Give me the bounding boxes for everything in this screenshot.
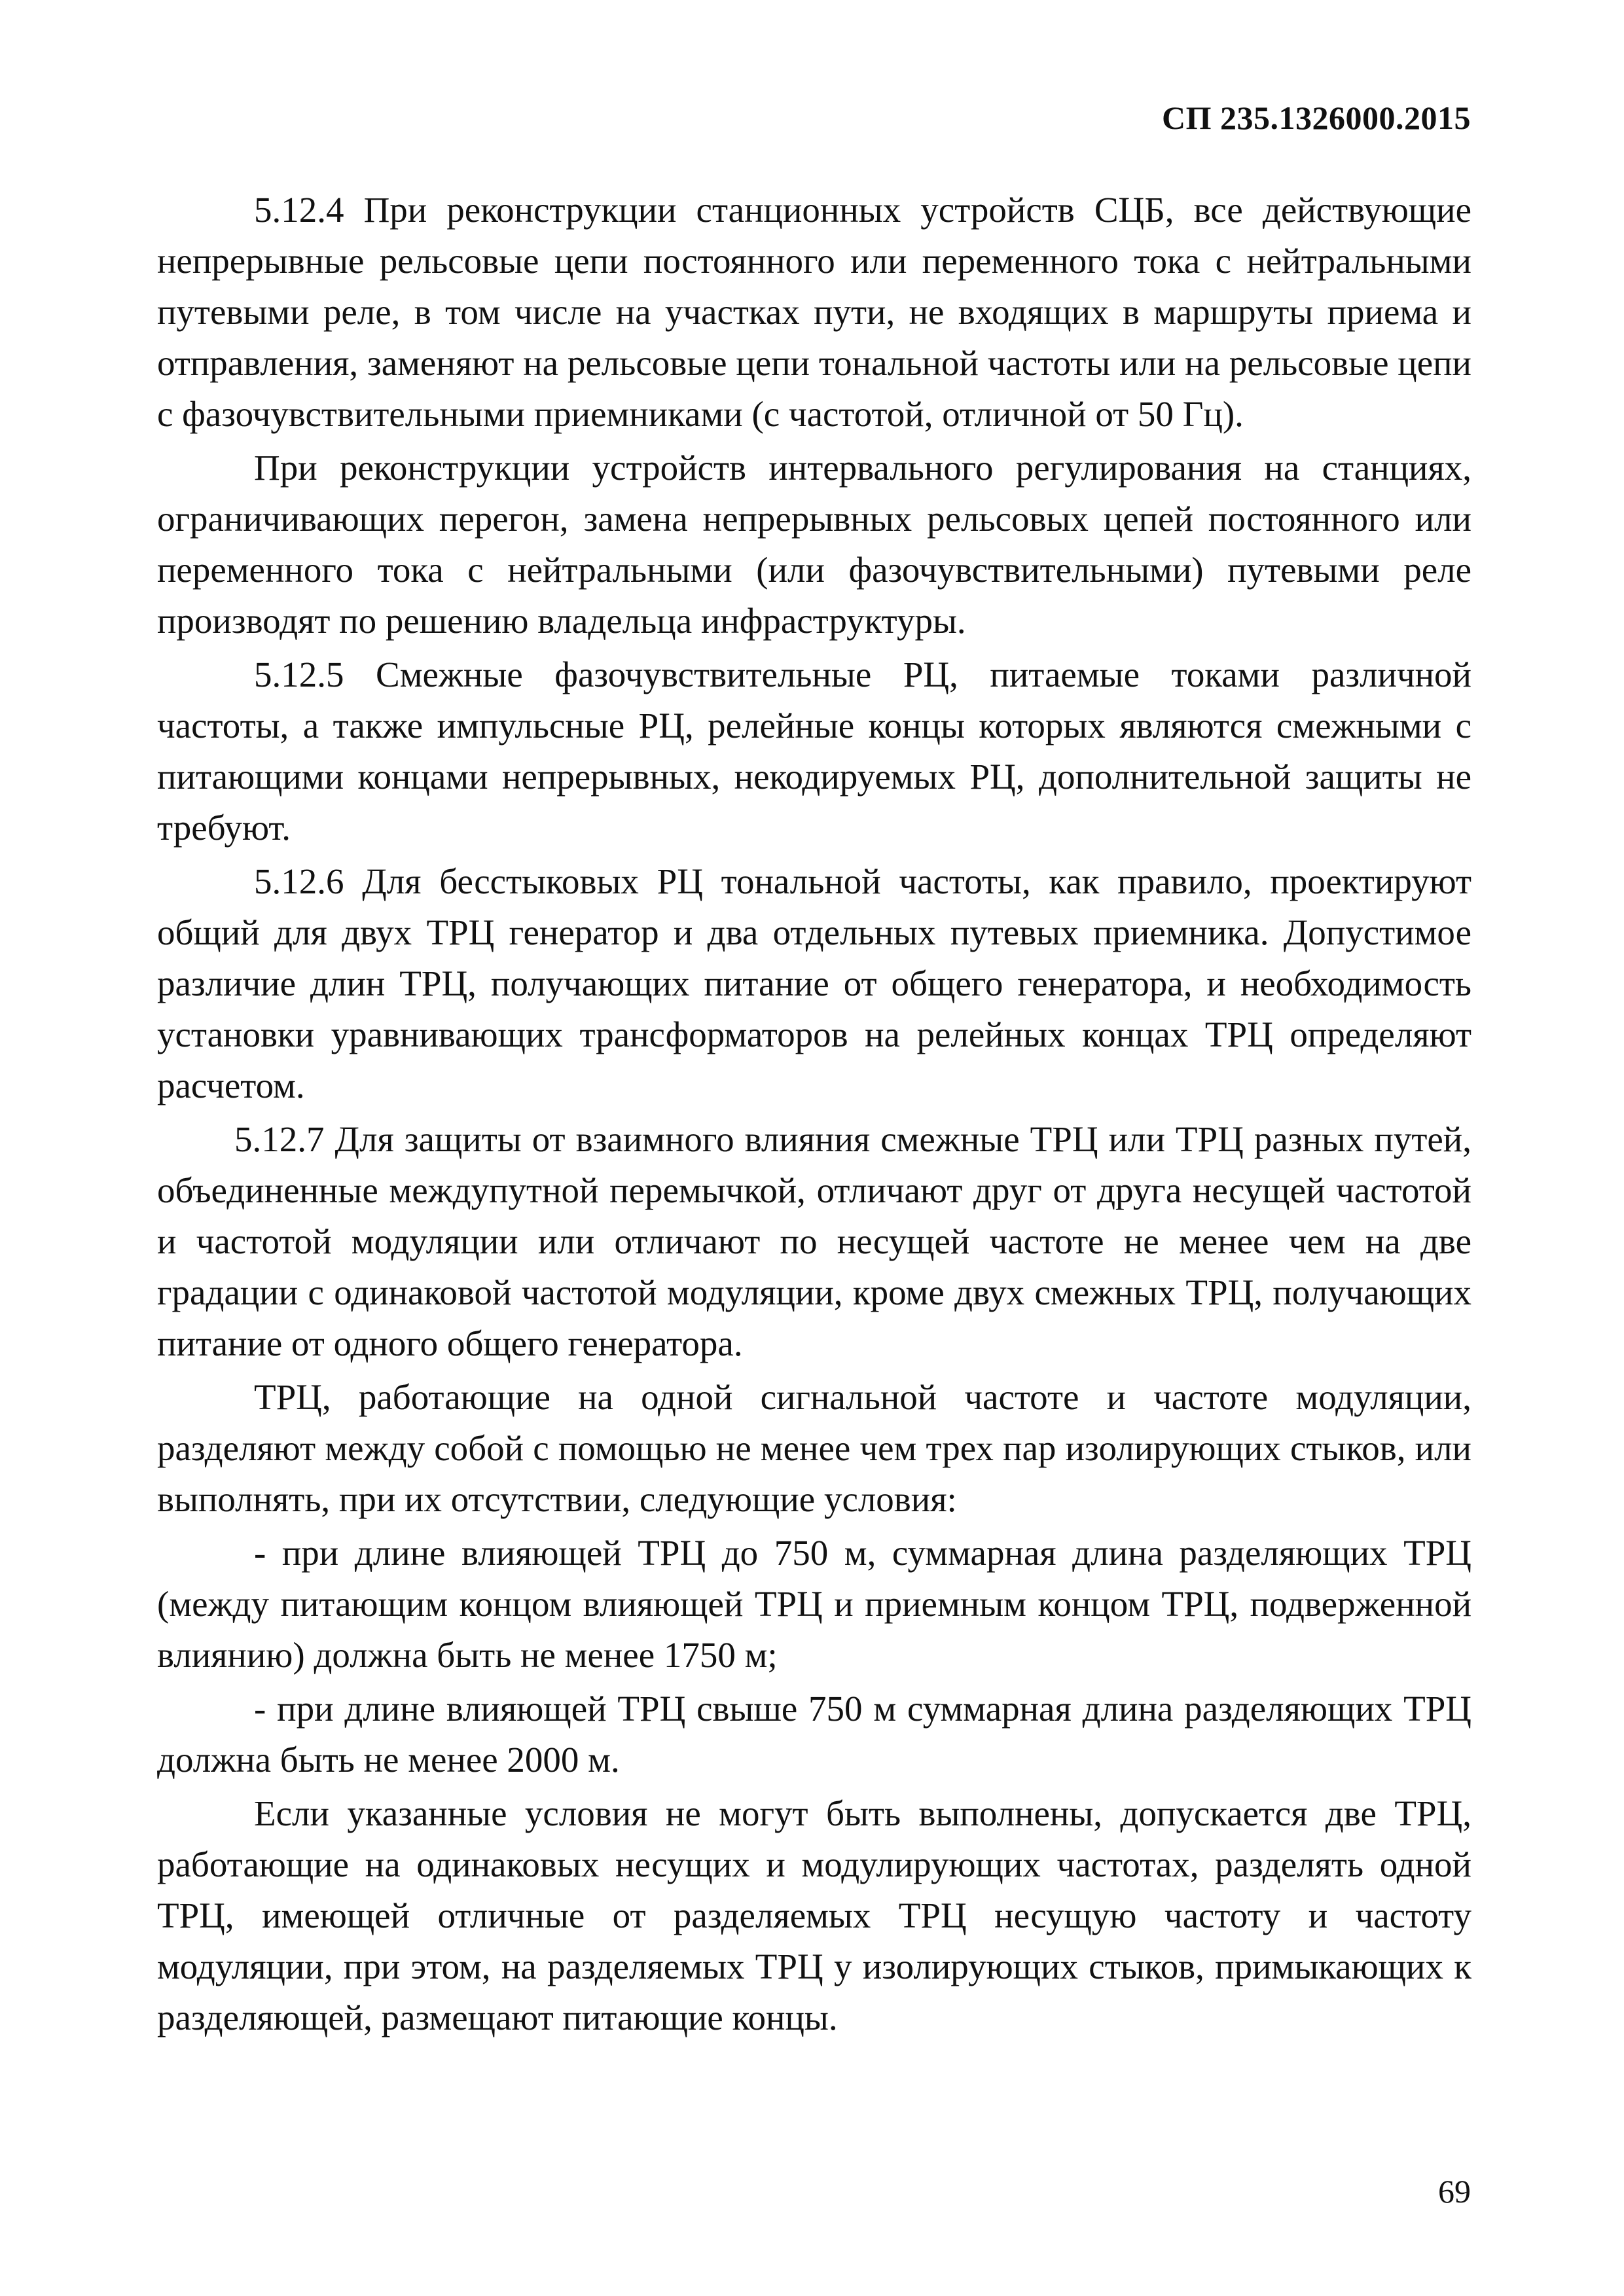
paragraph-5-12-6: 5.12.6 Для бесстыковых РЦ тональной частоты, как правило, проектируют общий для двух ТРЦ генератор и два отдельных путевых приемника. Допустимое различие длин ТРЦ, получающих питание от общего генератора, и необходимость установки уравнивающих трансформаторов на релейных концах ТРЦ определяют расчетом.	[157, 861, 1471, 1105]
list-item-condition-750: - при длине влияющей ТРЦ до 750 м, суммарная длина разделяющих ТРЦ (между питающим концом влияющей ТРЦ и приемным концом ТРЦ, подверженной влиянию) должна быть не менее 1750 м;	[157, 1533, 1471, 1675]
page-number: 69	[1438, 2173, 1471, 2210]
list-item-condition-over-750: - при длине влияющей ТРЦ свыше 750 м суммарная длина разделяющих ТРЦ должна быть не менее 2000 м.	[157, 1689, 1471, 1780]
paragraph-reconstruction-interval: При реконструкции устройств интервального регулирования на станциях, ограничивающих перегон, замена непрерывных рельсовых цепей постоянного или переменного тока с нейтральными (или фазочувствительными) путевыми реле производят по решению владельца инфраструктуры.	[157, 448, 1471, 641]
document-code-header: СП 235.1326000.2015	[1162, 99, 1471, 136]
paragraph-trc-separation: ТРЦ, работающие на одной сигнальной частоте и частоте модуляции, разделяют между собой с помощью не менее чем трех пар изолирующих стыков, или выполнять, при их отсутствии, следующие условия:	[157, 1377, 1471, 1519]
paragraph-5-12-4: 5.12.4 При реконструкции станционных устройств СЦБ, все действующие непрерывные рельсовые цепи постоянного или переменного тока с нейтральными путевыми реле, в том числе на участках пути, не входящих в маршруты приема и отправления, заменяют на рельсовые цепи тональной частоты или на рельсовые цепи с фазочувствительными приемниками (с частотой, отличной от 50 Гц).	[157, 190, 1471, 434]
document-body	[157, 185, 1471, 2046]
paragraph-alternative-separation: Если указанные условия не могут быть выполнены, допускается две ТРЦ, работающие на одинаковых несущих и модулирующих частотах, разделять одной ТРЦ, имеющей отличные от разделяемых ТРЦ несущую частоту и частоту модуляции, при этом, на разделяемых ТРЦ у изолирующих стыков, примыкающих к разделяющей, размещают питающие концы.	[157, 1793, 1471, 2037]
paragraph-5-12-5: 5.12.5 Смежные фазочувствительные РЦ, питаемые токами различной частоты, а также импульсные РЦ, релейные концы которых являются смежными с питающими концами непрерывных, некодируемых РЦ, дополнительной защиты не требуют.	[157, 655, 1471, 848]
paragraph-5-12-7: 5.12.7 Для защиты от взаимного влияния смежные ТРЦ или ТРЦ разных путей, объединенные междупутной перемычкой, отличают друг от друга несущей частотой и частотой модуляции или отличают по несущей частоте не менее чем на две градации с одинаковой частотой модуляции, кроме двух смежных ТРЦ, получающих питание от одного общего генератора.	[157, 1119, 1471, 1363]
